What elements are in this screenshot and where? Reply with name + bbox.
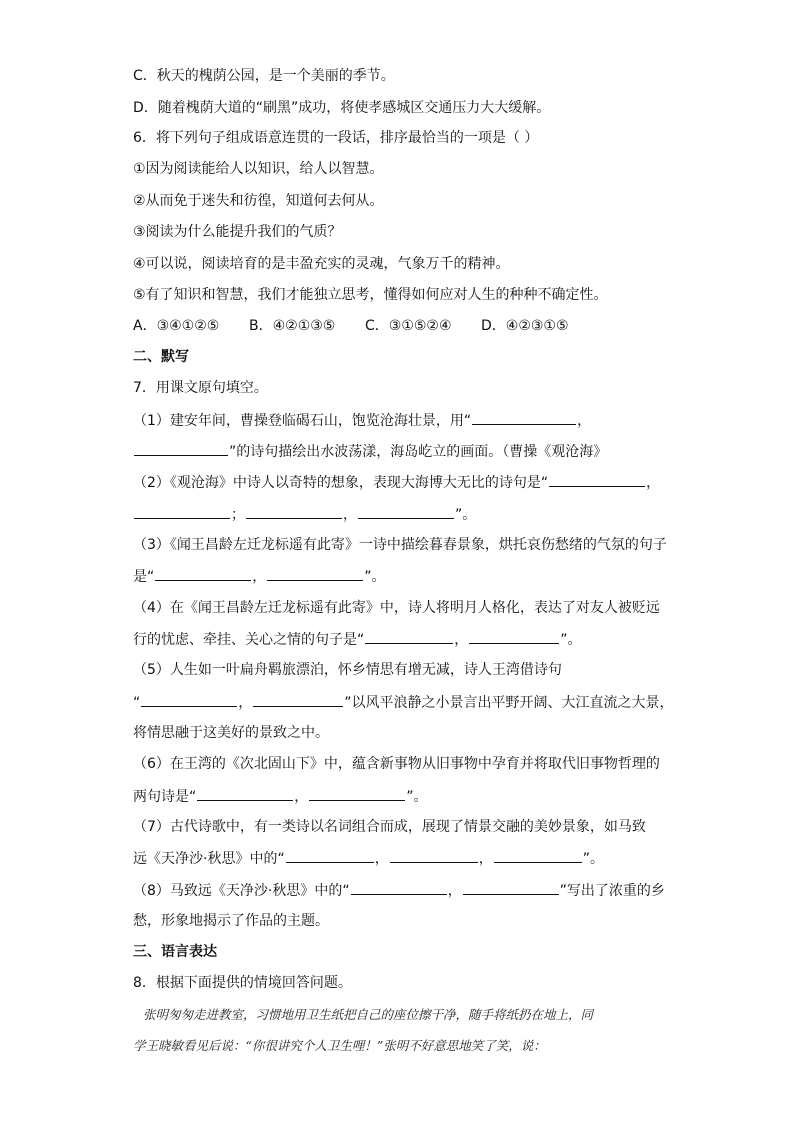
- item-5-line-2: “ ， ”以风平浪静之小景言出平野开阔、大江直流之大景，: [133, 692, 673, 713]
- answer-blank[interactable]: [246, 504, 342, 519]
- answer-blank[interactable]: [365, 629, 453, 644]
- answer-blank[interactable]: [197, 786, 293, 801]
- answer-blank[interactable]: [309, 786, 405, 801]
- answer-blank[interactable]: [155, 566, 251, 581]
- question-6-options: [133, 316, 673, 336]
- item-2-line-1: （2）《观沧海》中诗人以奇特的想象，表现大海博大无比的诗句是“ ，: [133, 472, 673, 493]
- item-8-line-1: （8）马致远《天净沙·秋思》中的“ ， ”写出了浓重的乡: [133, 880, 673, 901]
- item-8-line-2: 愁，形象地揭示了作品的主题。: [133, 913, 329, 929]
- answer-blank[interactable]: [390, 848, 478, 863]
- question-8-stem: 8．根据下面提供的情境回答问题。: [133, 975, 352, 991]
- answer-blank[interactable]: [134, 441, 228, 456]
- question-7-stem: 7．用课文原句填空。: [133, 380, 268, 396]
- answer-blank[interactable]: [494, 848, 582, 863]
- choice-b[interactable]: B．④②①③⑤: [249, 318, 336, 334]
- answer-blank[interactable]: [358, 504, 454, 519]
- sentence-1: ①因为阅读能给人以知识，给人以智慧。: [133, 161, 384, 177]
- choice-c[interactable]: C．③①⑤②④: [365, 318, 452, 334]
- passage-line-1: 张明匆匆走进教室，习惯地用卫生纸把自己的座位擦干净，随手将纸扔在地上，同: [143, 1007, 594, 1022]
- item-6-line-2: 两句诗是“ ， ”。: [133, 786, 673, 807]
- option-c: C．秋天的槐荫公园，是一个美丽的季节。: [133, 68, 395, 84]
- sentence-4: ④可以说，阅读培育的是丰盈充实的灵魂，气象万千的精神。: [133, 256, 510, 272]
- answer-blank[interactable]: [134, 504, 230, 519]
- sentence-5: ⑤有了知识和智慧，我们才能独立思考，懂得如何应对人生的种种不确定性。: [133, 287, 608, 303]
- passage-line-2: 学王晓敏看见后说：“你很讲究个人卫生哩！”张明不好意思地笑了笑，说：: [133, 1038, 546, 1053]
- answer-blank[interactable]: [253, 692, 343, 707]
- item-5-line-1: （5）人生如一叶扁舟羁旅漂泊，怀乡情思有增无减，诗人王湾借诗句: [133, 662, 562, 678]
- section-3-heading: 三、语言表达: [133, 944, 217, 960]
- choice-d[interactable]: D．④②③①⑤: [481, 318, 569, 334]
- item-3-line-1: （3）《闻王昌龄左迁龙标遥有此寄》一诗中描绘暮春景象，烘托哀伤愁绪的气氛的句子: [133, 537, 667, 553]
- answer-blank[interactable]: [351, 880, 447, 895]
- answer-blank[interactable]: [472, 410, 576, 425]
- item-2-line-2: ； ， ”。: [133, 504, 673, 525]
- answer-blank[interactable]: [286, 848, 374, 863]
- answer-blank[interactable]: [469, 629, 559, 644]
- question-6-stem: 6．将下列句子组成语意连贯的一段话，排序最恰当的一项是（ ）: [133, 130, 539, 146]
- answer-blank[interactable]: [463, 880, 559, 895]
- item-1-line-1: （1）建安年间，曹操登临碣石山，饱览沧海壮景，用“ ，: [133, 410, 673, 431]
- sentence-3: ③阅读为什么能提升我们的气质？: [133, 224, 342, 240]
- item-5-line-3: 将情思融于这美好的景致之中。: [133, 725, 329, 741]
- answer-blank[interactable]: [141, 692, 237, 707]
- item-7-line-2: 远《天净沙·秋思》中的“ ， ， ”。: [133, 848, 673, 869]
- section-2-heading: 二、默写: [133, 349, 189, 365]
- option-d: D．随着槐荫大道的“刷黑”成功，将使孝感城区交通压力大大缓解。: [133, 100, 551, 116]
- sentence-2: ②从而免于迷失和彷徨，知道何去何从。: [133, 193, 384, 209]
- answer-blank[interactable]: [267, 566, 363, 581]
- item-1-line-2: ”的诗句描绘出水波荡漾，海岛屹立的画面。（曹操《观沧海》: [133, 441, 673, 462]
- item-7-line-1: （7）古代诗歌中，有一类诗以名词组合而成，展现了情景交融的美妙景象，如马致: [133, 819, 646, 835]
- item-4-line-2: 行的忧虑、牵挂、关心之情的句子是“ ， ”。: [133, 629, 673, 650]
- item-4-line-1: （4）在《闻王昌龄左迁龙标遥有此寄》中，诗人将明月人格化，表达了对友人被贬远: [133, 600, 660, 616]
- choice-a[interactable]: A．③④①②⑤: [133, 318, 220, 334]
- answer-blank[interactable]: [549, 472, 645, 487]
- item-6-line-1: （6）在王湾的《次北固山下》中，蕴含新事物从旧事物中孕育并将取代旧事物哲理的: [133, 756, 660, 772]
- item-3-line-2: 是“ ， ”。: [133, 566, 673, 587]
